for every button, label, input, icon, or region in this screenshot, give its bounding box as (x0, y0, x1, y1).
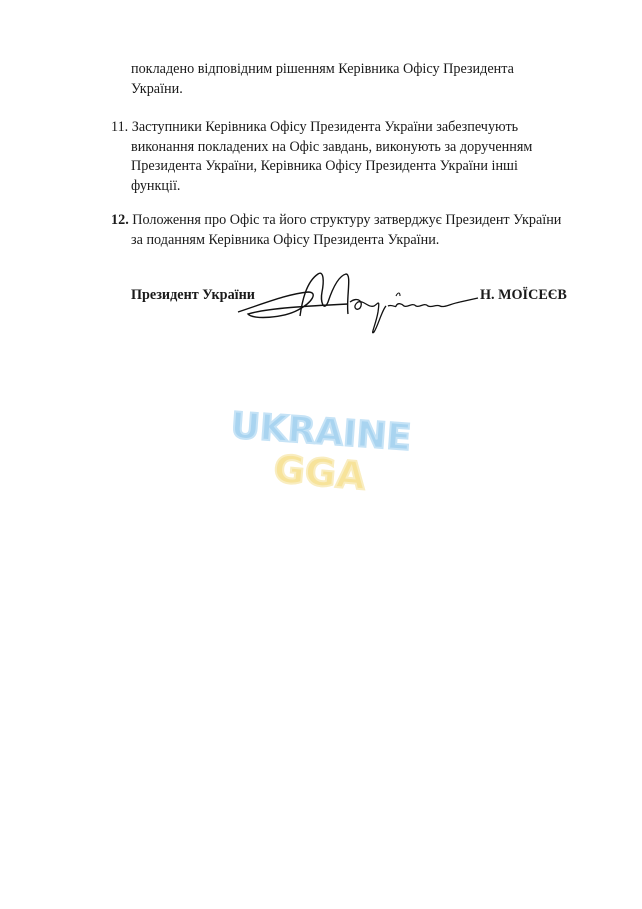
item-12-line-1: Положення про Офіс та його структуру затверджує Президент України (132, 212, 562, 228)
continued-line-2: України. (131, 80, 183, 97)
watermark-logo (228, 400, 423, 500)
item-11-line-1: Заступники Керівника Офісу Президента України забезпечують (131, 119, 519, 135)
handwritten-signature (228, 262, 488, 342)
item-11-line-4: функції. (131, 177, 181, 194)
continued-line-1: покладено відповідним рішенням Керівника Офісу Президента (131, 61, 514, 77)
item-12 (111, 211, 611, 250)
item-11-line-3: Президента України, Керівника Офісу Президента України інші (131, 158, 518, 174)
signatory-name: Н. МОЇСЕЄВ (480, 287, 567, 303)
watermark-line-1: UKRAINE (229, 405, 413, 459)
item-11-line-2: виконання покладених на Офіс завдань, виконують за дорученням (131, 138, 533, 155)
item-12-line-2: за поданням Керівника Офісу Президента України. (131, 231, 440, 248)
watermark-line-2: GGA (272, 446, 368, 499)
item-12-number: 12. (111, 212, 129, 228)
item-11 (111, 118, 611, 196)
continued-paragraph (131, 60, 601, 99)
signatory-title: Президент України (131, 287, 255, 303)
item-11-number: 11. (111, 119, 129, 135)
